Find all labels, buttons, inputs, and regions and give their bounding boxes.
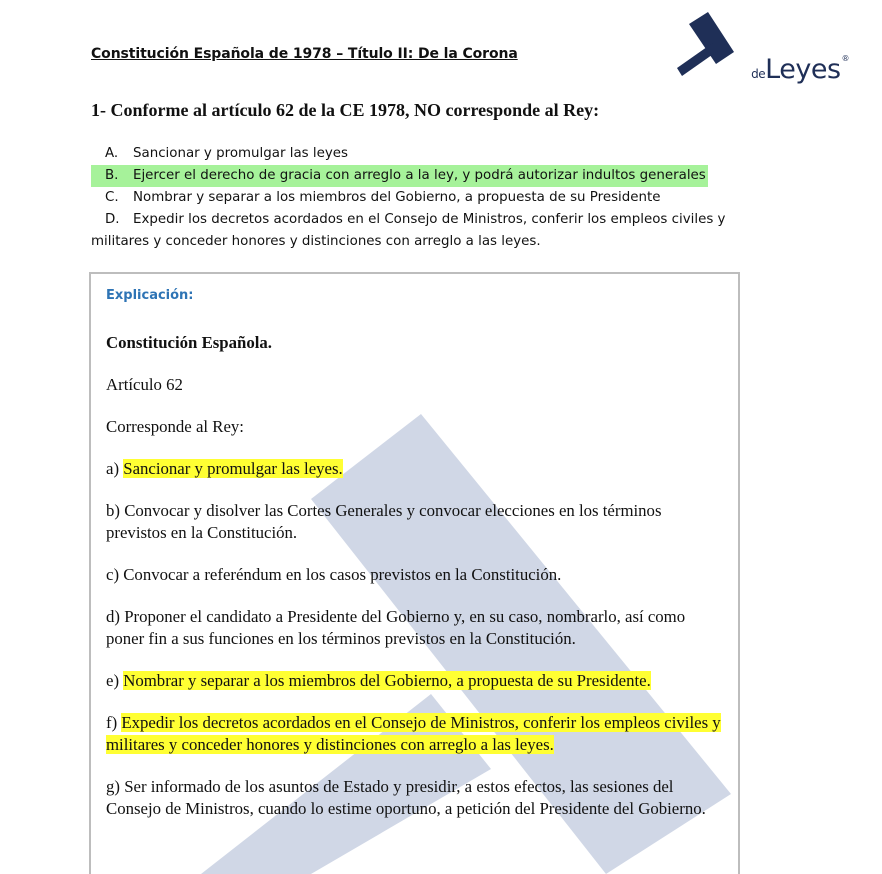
option-d-letter: D. xyxy=(105,212,120,227)
logo-wordmark xyxy=(700,54,849,85)
article-item-g xyxy=(106,776,726,820)
item-b-text: Convocar y disolver las Cortes Generales y convocar elecciones en los términos previstos en la Constitución. xyxy=(106,501,662,542)
article-item-c xyxy=(106,564,726,586)
item-a-prefix: a) xyxy=(106,459,124,478)
item-e-text-highlighted: Nombrar y separar a los miembros del Gobierno, a propuesta de su Presidente. xyxy=(123,671,651,690)
item-c-text: Convocar a referéndum en los casos previstos en la Constitución. xyxy=(123,565,562,584)
option-a[interactable] xyxy=(91,143,751,165)
article-item-a xyxy=(106,458,726,480)
item-g-text: Ser informado de los asuntos de Estado y presidir, a estos efectos, las sesiones del Consejo de Ministros, cuando lo estime oportuno, a petición del Presidente del Gobierno. xyxy=(106,777,706,818)
explanation-label: Explicación: xyxy=(106,288,194,303)
item-f-prefix: f) xyxy=(106,713,122,732)
testdeleyes-logo xyxy=(664,8,864,88)
option-b-text: Ejercer el derecho de gracia con arreglo a la ley, y podrá autorizar indultos generales xyxy=(133,168,706,183)
question-heading: 1- Conforme al artículo 62 de la CE 1978, NO corresponde al Rey: xyxy=(91,100,600,120)
article-item-e xyxy=(106,670,726,692)
article-item-d xyxy=(106,606,726,650)
option-d[interactable] xyxy=(91,209,751,253)
registered-mark: ® xyxy=(841,54,850,63)
article-item-b xyxy=(106,500,726,544)
article-item-f xyxy=(106,712,726,756)
item-d-prefix: d) xyxy=(106,607,125,626)
item-a-text-highlighted: Sancionar y promulgar las leyes. xyxy=(123,459,343,478)
document-title: Constitución Española de 1978 – Título II: De la Corona xyxy=(91,46,518,62)
article-number: Artículo 62 xyxy=(106,375,183,394)
item-f-text-highlighted: Expedir los decretos acordados en el Consejo de Ministros, conferir los empleos civiles y militares y conceder honores y distinciones con arreglo a las leyes. xyxy=(106,713,721,754)
option-a-text: Sancionar y promulgar las leyes xyxy=(133,146,348,161)
item-c-prefix: c) xyxy=(106,565,124,584)
article-intro: Corresponde al Rey: xyxy=(106,417,244,436)
item-b-prefix: b) xyxy=(106,501,125,520)
answer-options xyxy=(91,143,751,253)
explanation-panel xyxy=(89,272,740,874)
item-g-prefix: g) xyxy=(106,777,125,796)
law-title: Constitución Española. xyxy=(106,333,272,352)
option-c[interactable] xyxy=(91,187,751,209)
option-b-correct[interactable] xyxy=(91,165,708,187)
option-d-text: Expedir los decretos acordados en el Consejo de Ministros, conferir los empleos civiles y militares y conceder honores y distinciones con arreglo a las leyes. xyxy=(91,212,726,249)
option-c-text: Nombrar y separar a los miembros del Gobierno, a propuesta de su Presidente xyxy=(133,190,661,205)
option-b-letter: B. xyxy=(105,168,119,183)
logo-text-de: de xyxy=(751,67,766,81)
option-a-letter: A. xyxy=(105,146,119,161)
item-d-text: Proponer el candidato a Presidente del Gobierno y, en su caso, nombrarlo, así como poner fin a sus funciones en los términos previstos en la Constitución. xyxy=(106,607,686,648)
logo-text-leyes: Leyes xyxy=(765,54,841,85)
option-c-letter: C. xyxy=(105,190,119,205)
item-e-prefix: e) xyxy=(106,671,124,690)
